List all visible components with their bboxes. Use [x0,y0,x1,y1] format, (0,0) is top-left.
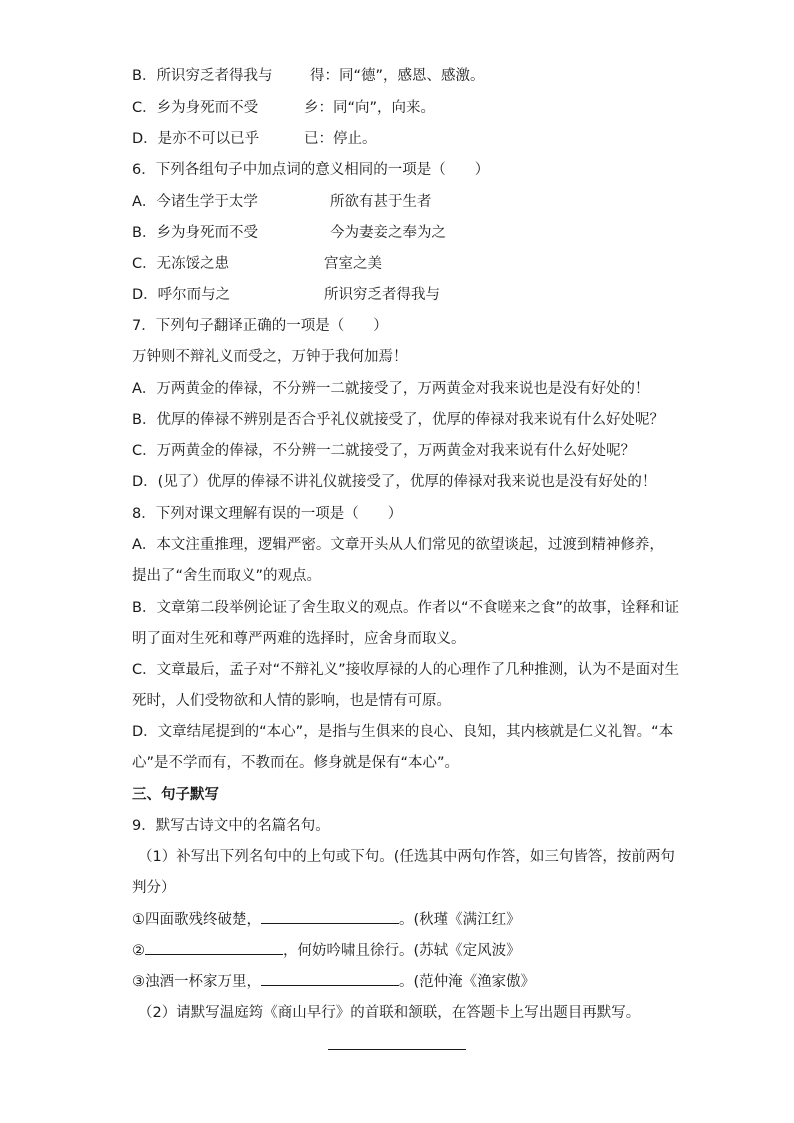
option-line: A．万两黄金的俸禄，不分辨一二就接受了，万两黄金对我来说也是没有好处的！ [132,381,650,397]
option-line [132,192,432,212]
question-7-source: 万钟则不辩礼义而受之，万钟于我何加焉！ [132,349,408,365]
question-7-stem: 7．下列句子翻译正确的一项是（ ） [132,318,388,334]
fill-prefix: ①四面歌残终破楚， [132,912,261,928]
option-line: B．文章第二段举例论证了舍生取义的观点。作者以“不食嗟来之食”的故事，诠释和证 [132,600,679,616]
option-line: C．万两黄金的俸禄，不分辨一二就接受了，万两黄金对我来说有什么好处呢？ [132,443,636,459]
sub-question-1: （1）补写出下列名句中的上句或下句。(任选其中两句作答，如三句皆答，按前两句 [138,849,675,865]
option-text: C．无冻馁之患 [132,256,230,272]
fill-blank-line [132,909,521,930]
sub-question-1-cont: 判分） [132,880,176,896]
option-text: A．今诸生学于太学 [132,194,258,210]
fill-prefix: ② [132,943,145,959]
option-text: D．是亦不可以已乎 [132,131,260,147]
question-9-stem: 9．默写古诗文中的名篇名句。 [132,818,330,834]
option-text: B．乡为身死而不受 [132,225,258,241]
option-gloss: 得：同“德”，感恩、感激。 [310,68,485,84]
option-gloss: 已：停止。 [304,131,377,147]
option-gloss: 乡：同“向”，向来。 [304,100,436,116]
answer-blank[interactable] [261,909,399,924]
fill-suffix: ，何妨吟啸且徐行。(苏轼《定风波》 [283,943,521,959]
answer-blank[interactable] [145,940,283,955]
option-line [132,129,377,149]
question-8-stem: 8．下列对课文理解有误的一项是（ ） [132,506,403,522]
option-text: D．呼尔而与之 [132,287,231,303]
section-heading: 三、句子默写 [132,787,219,803]
option-line-cont: 提出了“舍生而取义”的观点。 [132,568,322,584]
fill-prefix: ③浊酒一杯家万里， [132,974,261,990]
option-line-cont: 明了面对生死和尊严两难的选择时，应舍身而取义。 [132,631,466,647]
option-line: D．(见了）优厚的俸禄不讲礼仪就接受了，优厚的俸禄对我来说也是没有好处的！ [132,474,657,490]
option-line: D．文章结尾提到的“本心”，是指与生俱来的良心、良知，其内核就是仁义礼智。“本 [132,724,674,740]
option-line [132,66,485,86]
option-text-2: 今为妻妾之奉为之 [330,225,446,241]
option-text: C．乡为身死而不受 [132,100,259,116]
option-line [132,285,440,305]
option-text-2: 所识穷乏者得我与 [324,287,440,303]
option-text-2: 所欲有甚于生者 [330,194,432,210]
option-line: B．优厚的俸禄不辨别是否合乎礼仪就接受了，优厚的俸禄对我来说有什么好处呢？ [132,412,664,428]
option-line: A．本文注重推理，逻辑严密。文章开头从人们常见的欲望谈起，过渡到精神修养， [132,537,664,553]
footer-divider [328,1049,466,1050]
fill-suffix: 。(秋瑾《满江红》 [399,912,521,928]
option-line [132,223,446,243]
option-line: C．文章最后，孟子对“不辩礼义”接收厚禄的人的心理作了几种推测，认为不是面对生 [132,662,680,678]
fill-suffix: 。(范仲淹《渔家傲》 [399,974,536,990]
option-text-2: 宫室之美 [324,256,382,272]
option-line-cont: 心”是不学而有，不教而在。修身就是保有“本心”。 [132,755,460,771]
fill-blank-line [132,940,521,961]
option-line [132,98,436,118]
option-text: B．所识穷乏者得我与 [132,68,273,84]
question-6-stem: 6．下列各组句子中加点词的意义相同的一项是（ ） [132,162,490,178]
option-line [132,254,382,274]
answer-blank[interactable] [261,971,399,986]
sub-question-2: （2）请默写温庭筠《商山早行》的首联和颔联，在答题卡上写出题目再默写。 [138,1005,641,1021]
fill-blank-line [132,971,535,992]
option-line-cont: 死时，人们受物欲和人情的影响，也是情有可原。 [132,693,451,709]
